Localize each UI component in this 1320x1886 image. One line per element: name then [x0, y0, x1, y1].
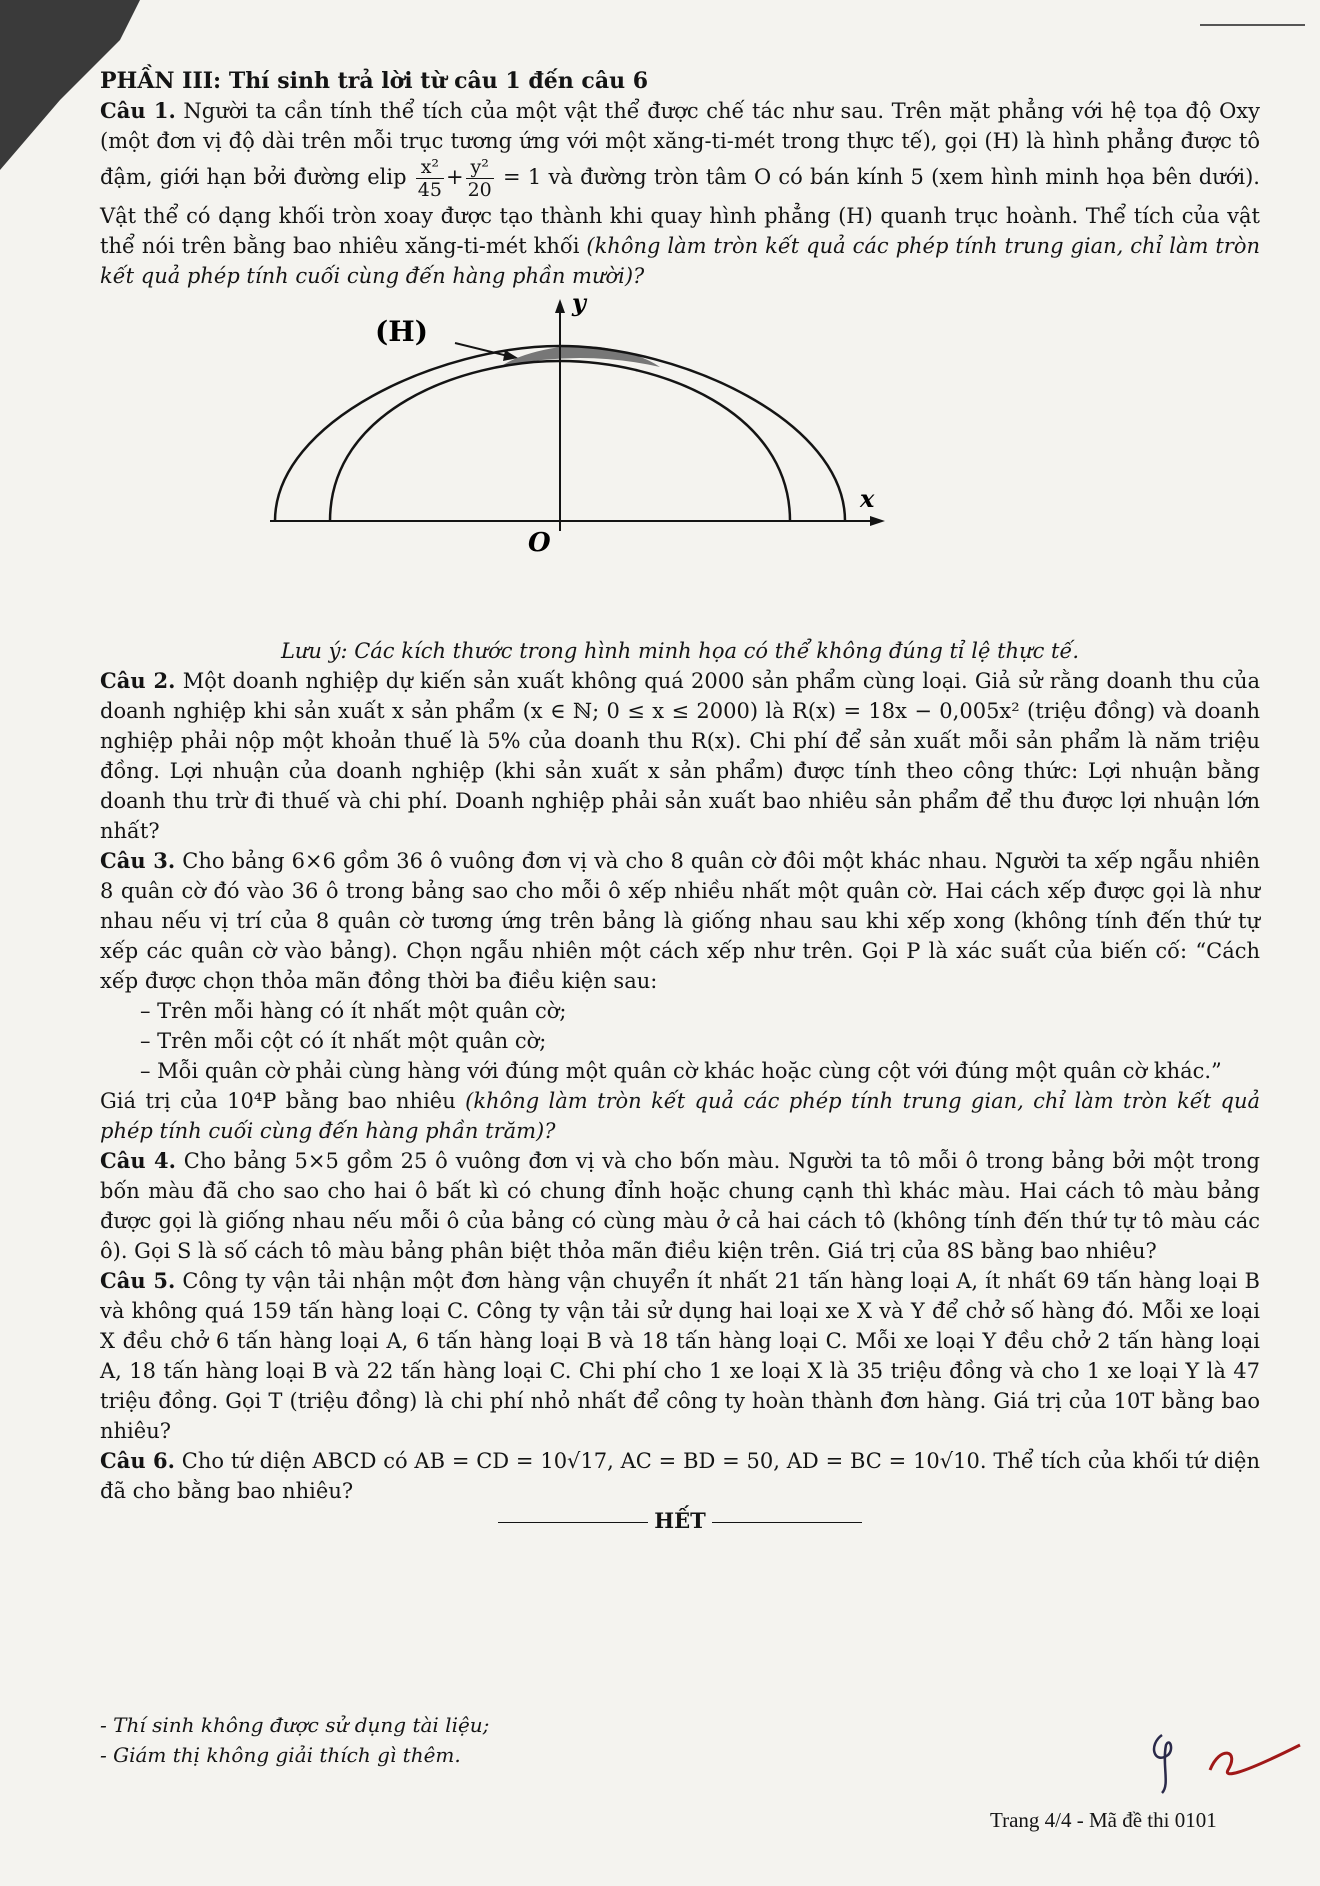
- question-1-text-a: Người ta cần tính thể tích của một vật thể được chế tác như sau. Trên mặt phẳng với hệ tọa độ Oxy (một đơn vị độ dài trên mỗi trục tương ứng với một xăng-ti-mét trong thực tế), gọi (H) là hình phẳng được tô đậm, giới hạn bởi đường elip: [100, 99, 1260, 189]
- question-3: [100, 846, 1260, 996]
- question-3-label: Câu 3.: [100, 848, 176, 873]
- x-axis-arrow: [870, 516, 885, 526]
- end-label: HẾT: [654, 1508, 706, 1533]
- footnote-1: - Thí sinh không được sử dụng tài liệu;: [100, 1713, 490, 1737]
- ellipse-circle-figure: [100, 291, 1260, 636]
- question-1: [100, 96, 1260, 291]
- question-2: [100, 666, 1260, 846]
- question-3-tail: [100, 1086, 1260, 1146]
- question-1-text-c: (không làm tròn kết quả các phép tính trung gian, chỉ làm tròn kết quả phép tính cuối cùng đến hàng phần mười)?: [100, 234, 1261, 288]
- question-3-condition-3: – Mỗi quân cờ phải cùng hàng với đúng một quân cờ khác hoặc cùng cột với đúng một quân cờ khác.”: [140, 1059, 1222, 1083]
- label-y: y: [572, 291, 586, 317]
- plus-sign: +: [445, 165, 464, 189]
- question-4: [100, 1146, 1260, 1266]
- question-5-label: Câu 5.: [100, 1268, 176, 1293]
- end-marker: [100, 1506, 1260, 1536]
- question-4-label: Câu 4.: [100, 1148, 176, 1173]
- section-title: PHẦN III: Thí sinh trả lời từ câu 1 đến câu 6: [100, 68, 649, 94]
- label-h: (H): [375, 315, 428, 348]
- footnote-2: - Giám thị không giải thích gì thêm.: [100, 1743, 461, 1767]
- question-3-tail-b: (không làm tròn kết quả các phép tính trung gian, chỉ làm tròn kết quả phép tính cuối cùng đến hàng phần trăm)?: [100, 1089, 1260, 1143]
- question-2-label: Câu 2.: [100, 668, 176, 693]
- label-o: O: [528, 528, 551, 558]
- question-3-condition-2: – Trên mỗi cột có ít nhất một quân cờ;: [140, 1029, 547, 1053]
- question-6-label: Câu 6.: [100, 1448, 175, 1473]
- question-6: [100, 1446, 1260, 1506]
- fraction-y2-20: $\frac{\text{y²}}{20}$: [467, 156, 492, 201]
- question-2-text: Một doanh nghiệp dự kiến sản xuất không quá 2000 sản phẩm cùng loại. Giả sử rằng doanh thu của doanh nghiệp khi sản xuất x sản phẩm (x ∈ ℕ; 0 ≤ x ≤ 2000) là R(x) = 18x − 0,005x² (triệu đồng) và doanh nghiệp phải nộp một khoản thuế là 5% của doanh thu R(x). Chi phí để sản xuất mỗi sản phẩm là năm triệu đồng. Lợi nhuận của doanh nghiệp (khi sản xuất x sản phẩm) được tính theo công thức: Lợi nhuận bằng doanh thu trừ đi thuế và chi phí. Doanh nghiệp phải sản xuất bao nhiêu sản phẩm để thu được lợi nhuận lớn nhất?: [100, 669, 1260, 843]
- page-footer: Trang 4/4 - Mã đề thi 0101: [990, 1808, 1217, 1832]
- question-3-condition-1: – Trên mỗi hàng có ít nhất một quân cờ;: [140, 999, 567, 1023]
- equals-one: = 1: [503, 165, 542, 189]
- question-3-text: Cho bảng 6×6 gồm 36 ô vuông đơn vị và cho 8 quân cờ đôi một khác nhau. Người ta xếp ngẫu nhiên 8 quân cờ đó vào 36 ô trong bảng sao cho mỗi ô xếp nhiều nhất một quân cờ. Hai cách xếp được gọi là như nhau nếu vị trí của 8 quân cờ tương ứng trên bảng là giống nhau sau khi xếp xong (không tính đến thứ tự xếp các quân cờ vào bảng). Chọn ngẫu nhiên một cách xếp như trên. Gọi P là xác suất của biến cố: “Cách xếp được chọn thỏa mãn đồng thời ba điều kiện sau:: [100, 849, 1260, 993]
- question-1-text-b: và đường tròn tâm O có bán kính 5 (xem hình minh họa bên dưới). Vật thể có dạng khối tròn xoay được tạo thành khi quay hình phẳng (H) quanh trục hoành. Thể tích của vật thể nói trên bằng bao nhiêu xăng-ti-mét khối: [100, 165, 1260, 258]
- question-5: [100, 1266, 1260, 1446]
- handwritten-signature: [1140, 1715, 1310, 1795]
- question-4-text: Cho bảng 5×5 gồm 25 ô vuông đơn vị và cho bốn màu. Người ta tô mỗi ô trong bảng bởi một trong bốn màu đã cho sao cho hai ô bất kì có chung đỉnh hoặc chung cạnh thì khác màu. Hai cách tô màu bảng được gọi là giống nhau nếu mỗi ô của bảng có cùng màu ở cả hai cách tô (không tính đến thứ tự tô màu các ô). Gọi S là số cách tô màu bảng phân biệt thỏa mãn điều kiện trên. Giá trị của 8S bằng bao nhiêu?: [100, 1149, 1260, 1263]
- label-x: x: [860, 484, 875, 513]
- question-3-tail-a: Giá trị của 10⁴P bằng bao nhiêu: [100, 1089, 456, 1113]
- question-1-label: Câu 1.: [100, 98, 176, 123]
- question-6-text: Cho tứ diện ABCD có AB = CD = 10√17, AC = BD = 50, AD = BC = 10√10. Thể tích của khối tứ diện đã cho bằng bao nhiêu?: [100, 1449, 1260, 1503]
- exam-content: [100, 66, 1260, 1536]
- figure-note: Lưu ý: Các kích thước trong hình minh họa có thể không đúng tỉ lệ thực tế.: [280, 639, 1080, 663]
- top-rule: [1200, 24, 1305, 26]
- question-5-text: Công ty vận tải nhận một đơn hàng vận chuyển ít nhất 21 tấn hàng loại A, ít nhất 69 tấn hàng loại B và không quá 159 tấn hàng loại C. Công ty vận tải sử dụng hai loại xe X và Y để chở số hàng đó. Mỗi xe loại X đều chở 6 tấn hàng loại A, 6 tấn hàng loại B và 18 tấn hàng loại C. Mỗi xe loại Y đều chở 2 tấn hàng loại A, 18 tấn hàng loại B và 22 tấn hàng loại C. Chi phí cho 1 xe loại X là 35 triệu đồng và cho 1 xe loại Y là 47 triệu đồng. Gọi T (triệu đồng) là chi phí nhỏ nhất để công ty hoàn thành đơn hàng. Giá trị của 10T bằng bao nhiêu?: [100, 1269, 1260, 1443]
- footnotes: [100, 1710, 489, 1770]
- y-axis-arrow: [555, 299, 565, 313]
- fraction-x2-45: $\frac{\text{x²}}{45}$: [417, 156, 442, 201]
